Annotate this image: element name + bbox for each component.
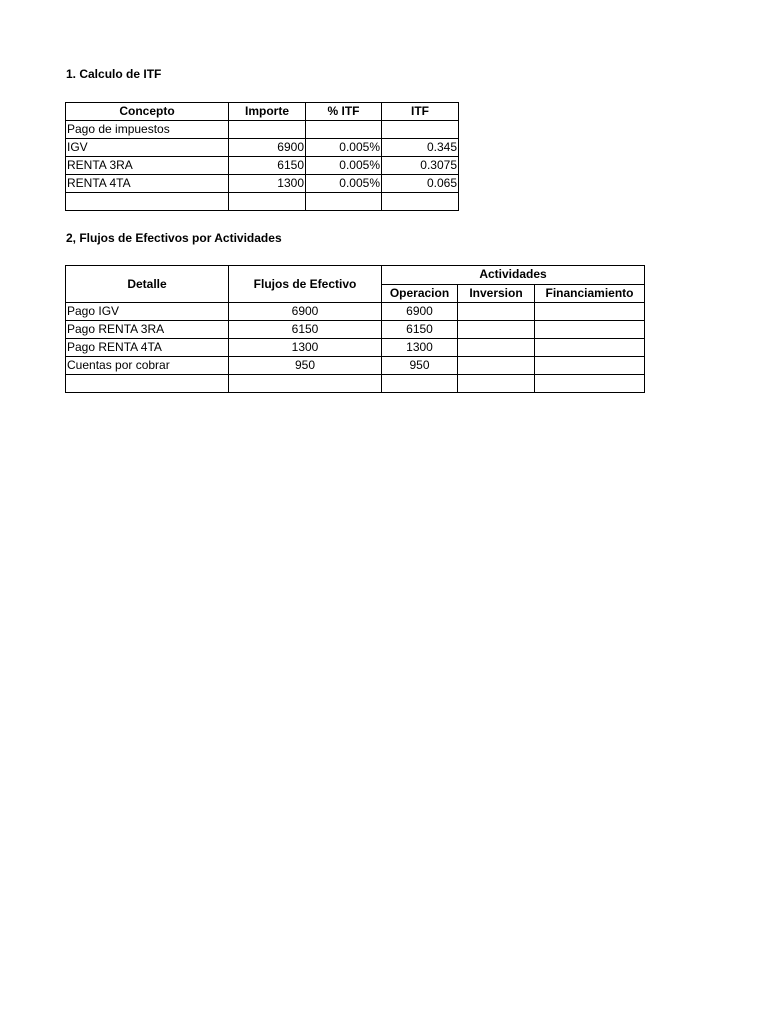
- cell-itf[interactable]: [382, 121, 459, 139]
- cell-importe[interactable]: [229, 193, 306, 211]
- cell-financiamiento[interactable]: [535, 321, 645, 339]
- cell-concepto[interactable]: RENTA 4TA: [66, 175, 229, 193]
- cell-itf[interactable]: 0.3075: [382, 157, 459, 175]
- cell-detalle[interactable]: Cuentas por cobrar: [66, 357, 229, 375]
- section-title-flujos: 2, Flujos de Efectivos por Actividades: [66, 231, 282, 245]
- cell-financiamiento[interactable]: [535, 339, 645, 357]
- cell-inversion[interactable]: [458, 339, 535, 357]
- table-row: [66, 357, 645, 375]
- table-row: [66, 375, 645, 393]
- cell-detalle[interactable]: Pago RENTA 4TA: [66, 339, 229, 357]
- cell-pct-itf[interactable]: [306, 193, 382, 211]
- cell-detalle[interactable]: Pago IGV: [66, 303, 229, 321]
- cell-pct-itf[interactable]: 0.005%: [306, 139, 382, 157]
- cell-pct-itf[interactable]: [306, 121, 382, 139]
- cell-importe[interactable]: 6900: [229, 139, 306, 157]
- cell-operacion[interactable]: 6150: [382, 321, 458, 339]
- cell-importe[interactable]: [229, 121, 306, 139]
- table-row: [66, 321, 645, 339]
- table-row: [66, 193, 459, 211]
- cell-flujos[interactable]: 1300: [229, 339, 382, 357]
- cell-financiamiento[interactable]: [535, 375, 645, 393]
- itf-calculation-table: [65, 102, 459, 211]
- cell-flujos[interactable]: 950: [229, 357, 382, 375]
- cell-operacion[interactable]: 1300: [382, 339, 458, 357]
- header-importe: Importe: [229, 103, 306, 121]
- cell-concepto[interactable]: Pago de impuestos: [66, 121, 229, 139]
- cell-financiamiento[interactable]: [535, 357, 645, 375]
- cell-inversion[interactable]: [458, 321, 535, 339]
- table-header-row: [66, 266, 645, 285]
- cell-flujos[interactable]: 6150: [229, 321, 382, 339]
- header-operacion: Operacion: [382, 284, 458, 303]
- cell-importe[interactable]: 6150: [229, 157, 306, 175]
- table-row: [66, 157, 459, 175]
- cell-operacion[interactable]: [382, 375, 458, 393]
- cell-operacion[interactable]: 6900: [382, 303, 458, 321]
- table-header-row: [66, 103, 459, 121]
- cell-inversion[interactable]: [458, 357, 535, 375]
- cell-financiamiento[interactable]: [535, 303, 645, 321]
- table-row: [66, 175, 459, 193]
- header-flujos-efectivo: Flujos de Efectivo: [229, 266, 382, 303]
- header-financiamiento: Financiamiento: [535, 284, 645, 303]
- header-concepto: Concepto: [66, 103, 229, 121]
- cell-operacion[interactable]: 950: [382, 357, 458, 375]
- table-row: [66, 339, 645, 357]
- table-row: [66, 139, 459, 157]
- cell-pct-itf[interactable]: 0.005%: [306, 175, 382, 193]
- cell-concepto[interactable]: [66, 193, 229, 211]
- cell-importe[interactable]: 1300: [229, 175, 306, 193]
- cell-itf[interactable]: 0.065: [382, 175, 459, 193]
- table-row: [66, 303, 645, 321]
- section-title-itf: 1. Calculo de ITF: [66, 67, 162, 81]
- header-detalle: Detalle: [66, 266, 229, 303]
- cell-itf[interactable]: [382, 193, 459, 211]
- header-itf: ITF: [382, 103, 459, 121]
- cell-itf[interactable]: 0.345: [382, 139, 459, 157]
- header-actividades: Actividades: [382, 266, 645, 285]
- cell-flujos[interactable]: 6900: [229, 303, 382, 321]
- cell-flujos[interactable]: [229, 375, 382, 393]
- cell-concepto[interactable]: IGV: [66, 139, 229, 157]
- cell-inversion[interactable]: [458, 375, 535, 393]
- cash-flow-table: [65, 265, 645, 393]
- cell-concepto[interactable]: RENTA 3RA: [66, 157, 229, 175]
- header-pct-itf: % ITF: [306, 103, 382, 121]
- table-row: [66, 121, 459, 139]
- cell-detalle[interactable]: Pago RENTA 3RA: [66, 321, 229, 339]
- cell-pct-itf[interactable]: 0.005%: [306, 157, 382, 175]
- cell-detalle[interactable]: [66, 375, 229, 393]
- header-inversion: Inversion: [458, 284, 535, 303]
- cell-inversion[interactable]: [458, 303, 535, 321]
